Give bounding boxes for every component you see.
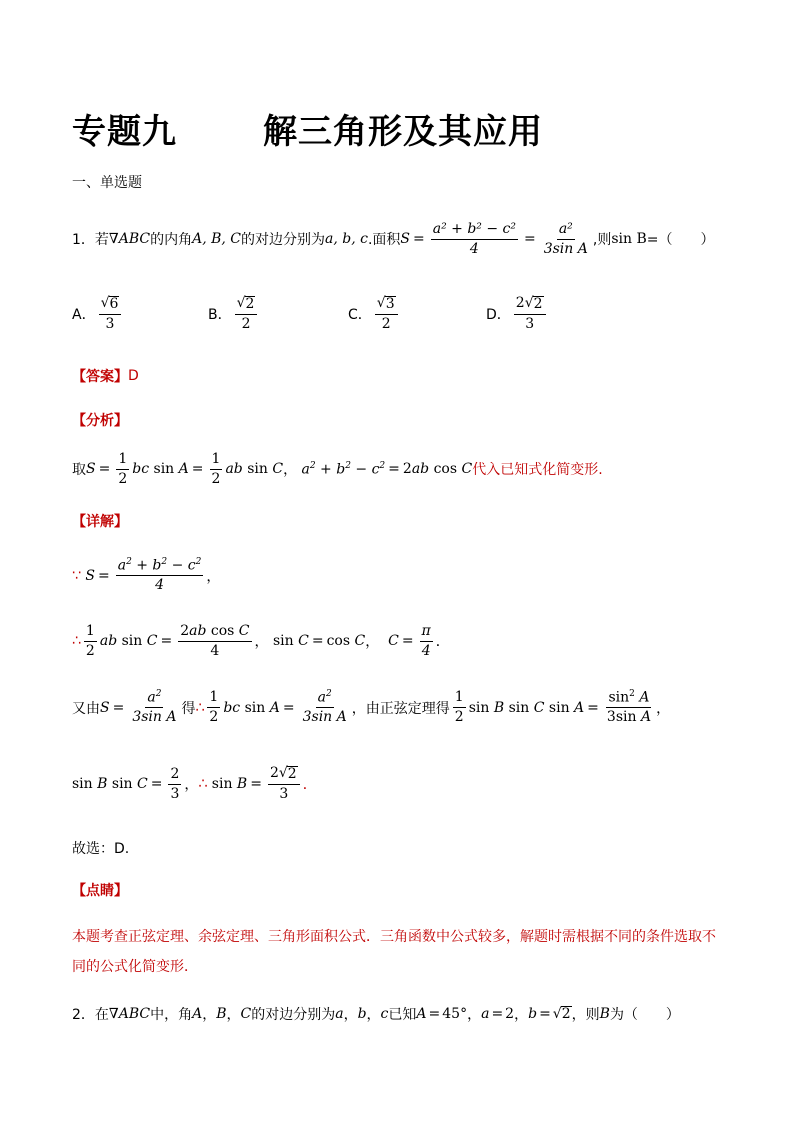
question-2: 2．在 ∇ ABC 中，角 A ， B ， C 的对边分别为 a ， b ， c 已知 A = 45° ， a = 2 ， b = √ 2 ，则 B 为（ ）: [72, 1005, 680, 1023]
analysis-text: 取 S = $\frac{1}{2}$ bc sin A = $\frac{1}{2}$ ab sin C ， $a^2 + b^2 - c^2$ = 2 ab cos C 代入已知式化简变形.: [72, 451, 603, 487]
option-b[interactable]: B． √ 2 2: [208, 296, 260, 332]
area-fraction-2: $\frac{\text{a²}}{\text{3sin A}}$: [543, 221, 588, 257]
detail-heading: 【详解】: [72, 514, 128, 530]
detail-line-2: ∴ $\frac{1}{2}$ ab sin C = $\frac{\text{2ab cos C}}{4}$ ， sin C = cos C ， C = $\frac{\pi}{4}$ ．: [72, 623, 450, 659]
detail-line-1: ∵ S = $\frac{a^2 + b^2 - c^2}{4}$ ，: [72, 557, 221, 594]
section-heading: 一、单选题: [72, 175, 142, 191]
page-title: [72, 104, 543, 153]
analysis-heading: 【分析】: [72, 413, 128, 429]
comment-line-2: 同的公式化简变形．: [72, 959, 198, 975]
option-d[interactable]: D． 2√ 2 3: [486, 296, 549, 332]
question-1: 1．若 ∇ ABC 的内角 A, B, C 的对边分别为 a, b, c .面积 S = $\frac{\text{a² + b² − c²}}{4}$ = $\frac{\text{a²}}{\text{3sin A}}$ ,则 sin B =（ ）: [72, 221, 715, 257]
title-topic: 专题九: [72, 112, 177, 152]
comment-heading: 【点睛】: [72, 883, 128, 899]
detail-line-4: sin B sin C = $\frac{2}{3}$ ， ∴ sin B = 2√ 2 3 ．: [72, 765, 317, 803]
area-fraction-1: $\frac{\text{a² + b² − c²}}{4}$: [432, 221, 516, 257]
option-c[interactable]: C． √ 3 2: [348, 296, 401, 332]
title-subject: 解三角形及其应用: [263, 112, 543, 152]
option-a[interactable]: A． √ 6 3: [72, 296, 124, 332]
final-choice: 故选：D.: [72, 841, 130, 857]
detail-line-3: 又由 S = $\frac{a^2}{\text{3sin A}}$ 得 ∴ $\frac{1}{2}$ bc sin A = $\frac{a^2}{\text{3sin A}}$ ，由正弦定理得 $\frac{1}{2}$ sin B sin C sin A = $\frac{\sin^2 A}{\text{3sin A}}$ ，: [72, 689, 671, 726]
answer: 【答案】 D: [72, 368, 139, 385]
comment-line-1: 本题考查正弦定理、余弦定理、三角形面积公式．三角函数中公式较多，解题时需根据不同的条件选取不: [72, 929, 716, 945]
